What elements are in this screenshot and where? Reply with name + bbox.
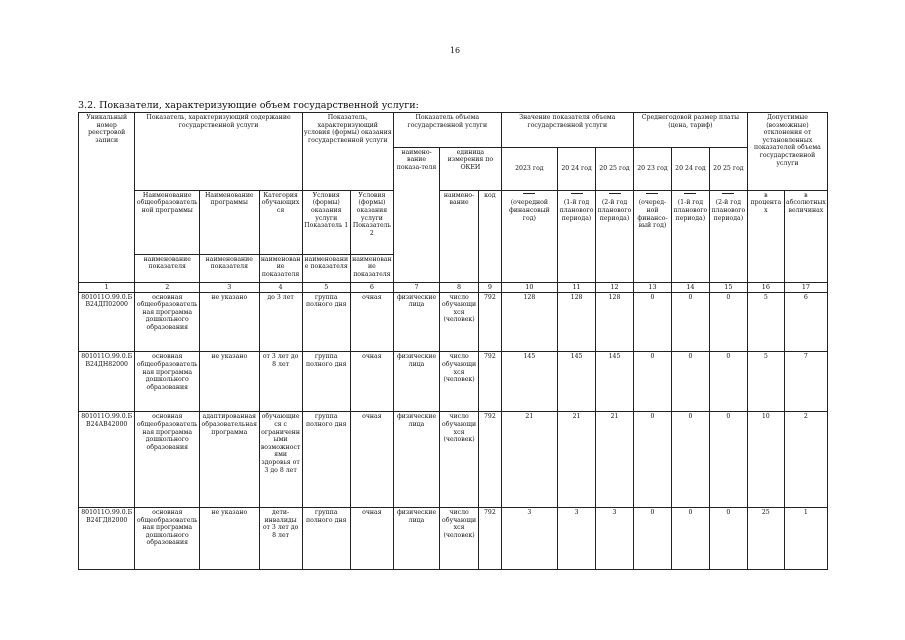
col-number: 1 bbox=[79, 283, 135, 292]
cell-dev-pct: 10 bbox=[747, 412, 784, 508]
cell-fee-2024: 0 bbox=[671, 352, 709, 412]
header-year-2025: 20 25 год bbox=[596, 147, 634, 190]
cell-dev-pct: 25 bbox=[747, 507, 784, 569]
cell-value-2023: 145 bbox=[501, 352, 557, 412]
cell-condition-1: группа полного дня bbox=[302, 292, 350, 352]
cell-dev-abs: 7 bbox=[784, 352, 827, 412]
header-conditions-group: Показатель, характеризующий условия (формы) оказания государственной услуги bbox=[302, 113, 393, 191]
header-dev-abs: в абсолютных величинах bbox=[784, 190, 827, 282]
page-number: 16 bbox=[449, 46, 461, 55]
cell-id: 801011О.99.0.БВ24ДП02000 bbox=[79, 292, 135, 352]
sub-label: наименование показателя bbox=[135, 254, 200, 282]
col-number: 16 bbox=[747, 283, 784, 292]
header-f3: (2-й год планового периода) bbox=[709, 190, 747, 282]
sub-label: наименование показателя bbox=[302, 254, 350, 282]
header-volume-group: Показатель объема государственной услуги bbox=[393, 113, 501, 148]
cell-value-2024: 3 bbox=[558, 507, 596, 569]
table-row bbox=[79, 507, 828, 569]
header-condition-1: Условия (формы) оказания услуги Показатель 1 bbox=[302, 190, 350, 254]
col-number: 13 bbox=[633, 283, 671, 292]
column-number-row bbox=[79, 283, 828, 292]
header-program: Наименование программы bbox=[200, 190, 260, 254]
cell-fee-2023: 0 bbox=[633, 292, 671, 352]
header-unit-code: код bbox=[479, 190, 502, 282]
cell-value-2023: 128 bbox=[501, 292, 557, 352]
header-unit-okei: единица измерения по ОКЕИ bbox=[440, 147, 502, 190]
header-y1: (очередной финансовый год) bbox=[501, 190, 557, 282]
cell-value-2025: 145 bbox=[596, 352, 634, 412]
header-f2: (1-й год планового периода) bbox=[671, 190, 709, 282]
cell-condition-1: группа полного дня bbox=[302, 352, 350, 412]
col-number: 4 bbox=[259, 283, 302, 292]
cell-fee-2025: 0 bbox=[709, 412, 747, 508]
col-number: 10 bbox=[501, 283, 557, 292]
cell-value-2023: 21 bbox=[501, 412, 557, 508]
cell-category: дети-инвалиды от 3 лет до 8 лет bbox=[259, 507, 302, 569]
col-number: 12 bbox=[596, 283, 634, 292]
cell-value-2025: 128 bbox=[596, 292, 634, 352]
col-number: 3 bbox=[200, 283, 260, 292]
cell-condition-2: очная bbox=[350, 292, 393, 352]
col-number: 5 bbox=[302, 283, 350, 292]
table-row bbox=[79, 412, 828, 508]
col-number: 2 bbox=[135, 283, 200, 292]
cell-fee-2024: 0 bbox=[671, 412, 709, 508]
sub-label: наименование показателя bbox=[350, 254, 393, 282]
cell-unit: число обучающихся (человек) bbox=[440, 412, 479, 508]
cell-code: 792 bbox=[479, 507, 502, 569]
table-row bbox=[79, 352, 828, 412]
cell-value-2024: 128 bbox=[558, 292, 596, 352]
header-f1: (очеред-ной финансо-вый год) bbox=[633, 190, 671, 282]
col-number: 8 bbox=[440, 283, 479, 292]
header-year-2024: 20 24 год bbox=[558, 147, 596, 190]
cell-condition-2: очная bbox=[350, 412, 393, 508]
header-y3: (2-й год планового периода) bbox=[596, 190, 634, 282]
cell-program: основная общеобразовательная программа дошкольного образования bbox=[135, 352, 200, 412]
cell-fee-2023: 0 bbox=[633, 412, 671, 508]
cell-dev-abs: 1 bbox=[784, 507, 827, 569]
header-dev-pct: в процентах bbox=[747, 190, 784, 282]
table-row bbox=[79, 292, 828, 352]
cell-code: 792 bbox=[479, 412, 502, 508]
col-number: 15 bbox=[709, 283, 747, 292]
cell-id: 801011О.99.0.БВ24ДН82000 bbox=[79, 352, 135, 412]
header-fee-group: Среднегодовой размер платы (цена, тариф) bbox=[633, 113, 747, 148]
sub-label: наименование показателя bbox=[200, 254, 260, 282]
cell-category: до 3 лет bbox=[259, 292, 302, 352]
cell-value-2023: 3 bbox=[501, 507, 557, 569]
cell-fee-2024: 0 bbox=[671, 507, 709, 569]
cell-indicator: физические лица bbox=[393, 412, 439, 508]
header-year-2023: 2023 год bbox=[501, 147, 557, 190]
header-program-name: Наименование общеобразовательной программы bbox=[135, 190, 200, 254]
header-condition-2: Условия (формы) оказания услуги Показатель 2 bbox=[350, 190, 393, 254]
cell-condition-2: очная bbox=[350, 352, 393, 412]
cell-program: основная общеобразовательная программа дошкольного образования bbox=[135, 292, 200, 352]
cell-fee-2025: 0 bbox=[709, 352, 747, 412]
cell-id: 801011О.99.0.БВ24ГД82000 bbox=[79, 507, 135, 569]
cell-category: обучающиеся с ограниченными возможностями здоровья от 3 до 8 лет bbox=[259, 412, 302, 508]
cell-program: основная общеобразовательная программа дошкольного образования bbox=[135, 412, 200, 508]
header-row-3 bbox=[79, 190, 828, 254]
cell-program-name: не указано bbox=[200, 507, 260, 569]
cell-code: 792 bbox=[479, 292, 502, 352]
header-row-1 bbox=[79, 113, 828, 148]
col-number: 11 bbox=[558, 283, 596, 292]
cell-program: основная общеобразовательная программа дошкольного образования bbox=[135, 507, 200, 569]
col-number: 9 bbox=[479, 283, 502, 292]
cell-dev-pct: 5 bbox=[747, 352, 784, 412]
cell-dev-pct: 5 bbox=[747, 292, 784, 352]
cell-indicator: физические лица bbox=[393, 292, 439, 352]
header-content-group: Показатель, характеризующий содержание государственной услуги bbox=[135, 113, 302, 191]
header-deviation-group: Допустимые (возможные) отклонения от установленных показателей объема государственной услуги bbox=[747, 113, 827, 191]
cell-program-name: не указано bbox=[200, 352, 260, 412]
section-title: 3.2. Показатели, характеризующие объем государственной услуги: bbox=[78, 100, 419, 111]
cell-fee-2024: 0 bbox=[671, 292, 709, 352]
col-number: 17 bbox=[784, 283, 827, 292]
col-number: 14 bbox=[671, 283, 709, 292]
header-volume-name: наимено-вание показа-теля bbox=[393, 147, 439, 283]
header-value-group: Значение показателя объема государственной услуги bbox=[501, 113, 633, 148]
cell-unit: число обучающихся (человек) bbox=[440, 507, 479, 569]
cell-condition-1: группа полного дня bbox=[302, 412, 350, 508]
header-fee-2023: 20 23 год bbox=[633, 147, 671, 190]
cell-indicator: физические лица bbox=[393, 352, 439, 412]
header-fee-2024: 20 24 год bbox=[671, 147, 709, 190]
cell-program-name: адаптированная образовательная программа bbox=[200, 412, 260, 508]
cell-dev-abs: 2 bbox=[784, 412, 827, 508]
col-number: 7 bbox=[393, 283, 439, 292]
cell-fee-2023: 0 bbox=[633, 352, 671, 412]
cell-code: 792 bbox=[479, 352, 502, 412]
cell-value-2024: 21 bbox=[558, 412, 596, 508]
cell-id: 801011О.99.0.БВ24АВ42000 bbox=[79, 412, 135, 508]
cell-value-2025: 21 bbox=[596, 412, 634, 508]
cell-unit: число обучающихся (человек) bbox=[440, 292, 479, 352]
volume-indicators-table bbox=[78, 112, 828, 570]
cell-value-2025: 3 bbox=[596, 507, 634, 569]
col-number: 6 bbox=[350, 283, 393, 292]
cell-unit: число обучающихся (человек) bbox=[440, 352, 479, 412]
cell-category: от 3 лет до 8 лет bbox=[259, 352, 302, 412]
header-y2: (1-й год планового периода) bbox=[558, 190, 596, 282]
cell-condition-2: очная bbox=[350, 507, 393, 569]
header-category: Категория обучающихся bbox=[259, 190, 302, 254]
sub-label: наименование показателя bbox=[259, 254, 302, 282]
header-unique-number: Уникальный номер реестровой записи bbox=[79, 113, 135, 283]
cell-fee-2023: 0 bbox=[633, 507, 671, 569]
header-fee-2025: 20 25 год bbox=[709, 147, 747, 190]
cell-dev-abs: 6 bbox=[784, 292, 827, 352]
header-unit-name: наимено-вание bbox=[440, 190, 479, 282]
cell-value-2024: 145 bbox=[558, 352, 596, 412]
cell-indicator: физические лица bbox=[393, 507, 439, 569]
cell-fee-2025: 0 bbox=[709, 507, 747, 569]
cell-program-name: не указано bbox=[200, 292, 260, 352]
cell-condition-1: группа полного дня bbox=[302, 507, 350, 569]
cell-fee-2025: 0 bbox=[709, 292, 747, 352]
